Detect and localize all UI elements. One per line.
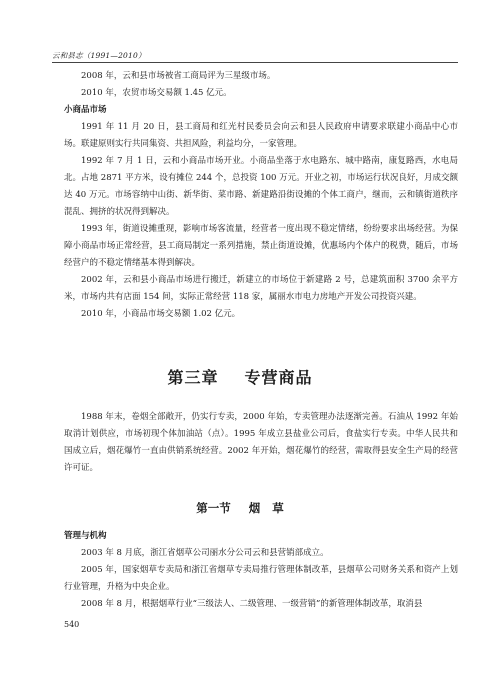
subheading-small-goods: 小商品市场: [64, 105, 107, 115]
paragraph: 2010 年，小商品市场交易额 1.02 亿元。: [81, 309, 241, 319]
section-heading: [0, 500, 480, 516]
paragraph: 1992 年 7 月 1 日，云和小商品市场开业。小商品坐落于水电路东、城中路南，康复路西，水电局北。占地 2871 平方米，设有摊位 244 个，总投资 100 万元。开业之初，市场运行状况良好，月成交额达 40 万元。市场容纳中山街、新华街、菜市路、新建路沿街设摊的个体工商户，继而，云和镇街道秩序混乱、拥挤的状况得到解决。: [64, 156, 458, 217]
paragraph: 2003 年 8 月底，浙江省烟草公司丽水分公司云和县营销部成立。: [81, 548, 329, 558]
paragraph: 2005 年，国家烟草专卖局和浙江省烟草专卖局推行管理体制改革，县烟草公司财务关系和资产上划行业管理，升格为中央企业。: [64, 565, 458, 592]
page-number: 540: [64, 620, 80, 629]
paragraph: 2008 年 8 月，根据烟草行业“三级法人、二级管理、一级营销”的新管理体制改革，取消县: [81, 599, 423, 609]
chapter-intro: [64, 409, 458, 477]
paragraph: 2010 年，农贸市场交易额 1.45 亿元。: [81, 88, 232, 98]
chapter-number: 第三章: [167, 368, 219, 387]
chapter-heading: [0, 365, 480, 388]
paragraph: 2008 年，云和县市场被省工商局评为三星级市场。: [81, 71, 276, 81]
paragraph: 2002 年，云和县小商品市场进行搬迁，新建立的市场位于新建路 2 号，总建筑面积 3700 余平方米，市场内共有店面 154 间，实际正常经营 118 家，属丽水市电力房地产开发公司投资兴建。: [64, 275, 458, 302]
section-title-char: 草: [272, 501, 284, 515]
paragraph: 1988 年末，卷烟全部敞开，仍实行专卖，2000 年始，专卖管理办法逐渐完善。石油从 1992 年始取消计划供应，市场初现个体加油站（点）。1995 年成立县盐业公司后，食盐实行专卖。中华人民共和国成立后，烟花爆竹一直由供销系统经营。2002 年开始，烟花爆竹的经营，需取得县安全生产局的经营许可证。: [64, 412, 458, 473]
section-title-char: 烟: [248, 501, 261, 515]
paragraph: 1993 年，街道设摊重现，影响市场客流量，经营者一度出现不稳定情绪，纷纷要求出场经营。为保障小商品市场正常经营，县工商局制定一系列措施，禁止街道设摊，优惠场内个体户的税费，随后，市场经营户的不稳定情绪基本得到解决。: [64, 224, 458, 268]
paragraph: 1991 年 11 月 20 日，县工商局和红光村民委员会向云和县人民政府申请要求联建小商品中心市场。联建原则实行共同集资、共担风险，利益均分，一家管理。: [64, 122, 458, 149]
subheading-management: 管理与机构: [64, 531, 107, 541]
header-rule: [52, 62, 458, 63]
section-number: 第一节: [196, 501, 231, 515]
running-header: 云和县志（1991—2010）: [52, 51, 146, 60]
chapter-title: 专营商品: [244, 368, 313, 387]
body-text-lower: [64, 528, 458, 613]
body-text-upper: [64, 68, 458, 323]
